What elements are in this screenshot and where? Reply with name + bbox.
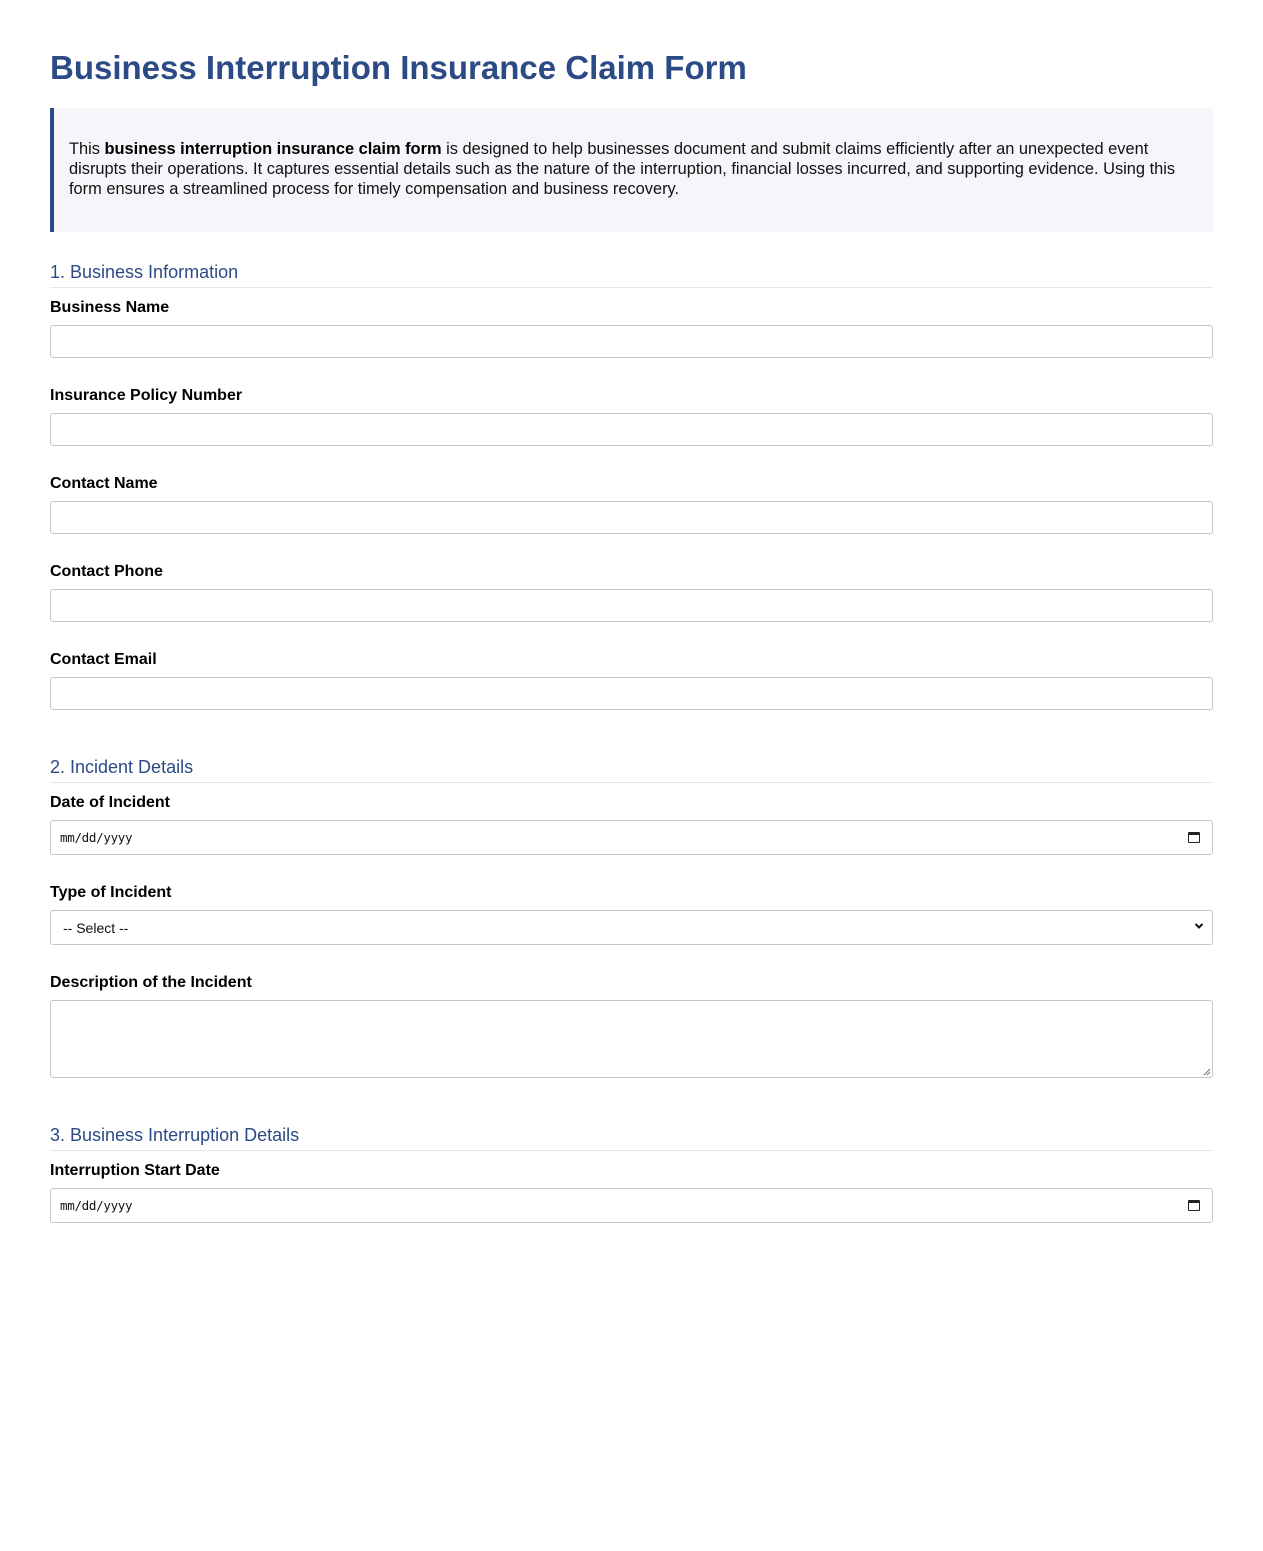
date-placeholder: mm/dd/yyyy	[60, 830, 133, 845]
field-policy-number	[50, 386, 1213, 446]
select-value: -- Select --	[63, 920, 129, 936]
contact-name-label: Contact Name	[50, 475, 158, 492]
section-heading-business-information: 1. Business Information	[50, 261, 1213, 288]
interruption-start-date-input[interactable]	[50, 1188, 1213, 1223]
intro-box	[50, 108, 1213, 232]
business-name-label: Business Name	[50, 299, 170, 316]
field-contact-email	[50, 650, 1213, 710]
field-date-of-incident	[50, 793, 1213, 855]
section-heading-interruption-details: 3. Business Interruption Details	[50, 1124, 1213, 1151]
date-placeholder: mm/dd/yyyy	[60, 1198, 133, 1213]
date-of-incident-label: Date of Incident	[50, 794, 171, 811]
intro-body: is designed to help businesses document and submit claims efficiently after an unexpected event disrupts their operations. It captures essential details such as the nature of the interruption, financial losses incurred, and supporting evidence. Using this form ensures a streamlined process for timely compensation and business recovery.	[69, 140, 1176, 198]
contact-phone-input[interactable]	[50, 589, 1213, 622]
contact-email-input[interactable]	[50, 677, 1213, 710]
field-interruption-start-date	[50, 1161, 1213, 1223]
date-of-incident-input[interactable]	[50, 820, 1213, 855]
field-contact-name	[50, 474, 1213, 534]
policy-number-label: Insurance Policy Number	[50, 387, 243, 404]
contact-name-input[interactable]	[50, 501, 1213, 534]
page-title: Business Interruption Insurance Claim Form	[50, 49, 747, 86]
field-type-of-incident	[50, 883, 1213, 945]
calendar-icon[interactable]	[1188, 832, 1200, 843]
type-of-incident-label: Type of Incident	[50, 884, 172, 901]
resize-handle-icon[interactable]	[1202, 1067, 1211, 1076]
business-name-input[interactable]	[50, 325, 1213, 358]
field-incident-description	[50, 973, 1213, 1078]
chevron-down-icon	[1194, 921, 1204, 931]
contact-phone-label: Contact Phone	[50, 563, 163, 580]
intro-emphasis: business interruption insurance claim form	[104, 140, 442, 158]
field-business-name	[50, 298, 1213, 358]
incident-description-label: Description of the Incident	[50, 974, 252, 991]
calendar-icon[interactable]	[1188, 1200, 1200, 1211]
interruption-start-date-label: Interruption Start Date	[50, 1162, 220, 1179]
incident-description-textarea[interactable]	[50, 1000, 1213, 1078]
policy-number-input[interactable]	[50, 413, 1213, 446]
intro-prefix: This	[69, 140, 105, 158]
section-heading-incident-details: 2. Incident Details	[50, 756, 1213, 783]
contact-email-label: Contact Email	[50, 651, 157, 668]
field-contact-phone	[50, 562, 1213, 622]
type-of-incident-select[interactable]	[50, 910, 1213, 945]
